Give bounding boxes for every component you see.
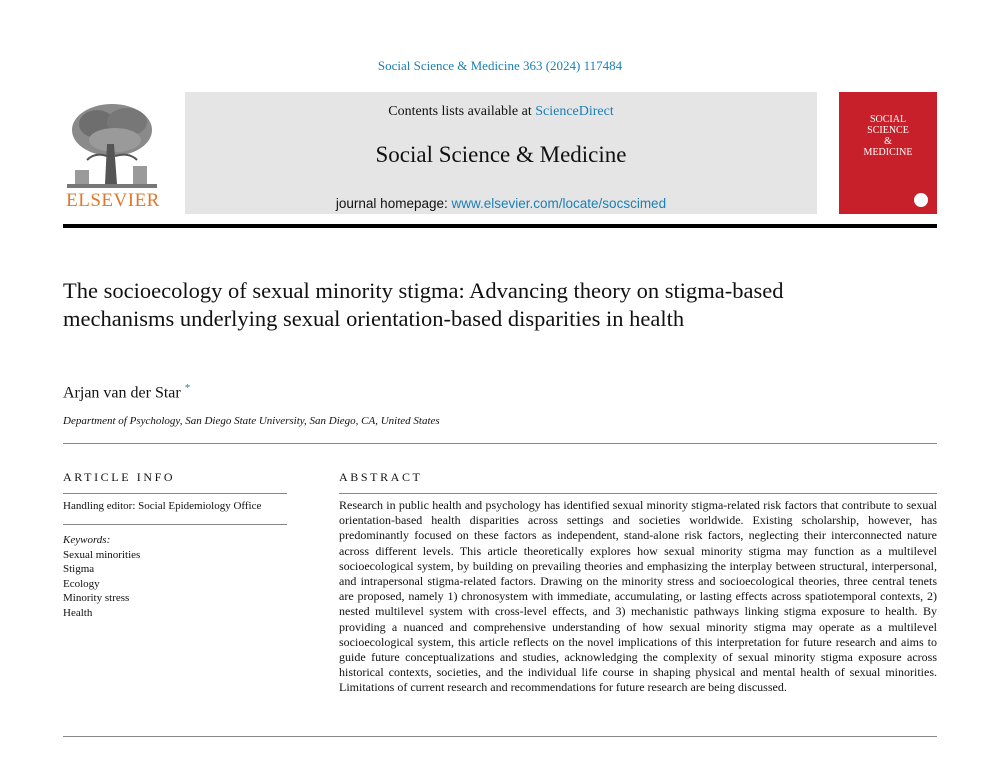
homepage-line	[185, 196, 817, 211]
homepage-prefix: journal homepage:	[335, 196, 452, 211]
keywords-block	[63, 533, 287, 620]
contents-line	[185, 104, 817, 120]
journal-cover[interactable]	[839, 92, 937, 214]
elsevier-tree-icon	[67, 100, 157, 188]
keyword-item: Minority stress	[63, 592, 130, 604]
article-title: The socioecology of sexual minority stigma: Advancing theory on stigma-based mechanisms underlying sexual orientation-based disparities in health	[63, 278, 784, 331]
corresponding-author-mark[interactable]: *	[184, 382, 191, 394]
abstract-text: Research in public health and psychology has identified sexual minority stigma-related risk factors that contribute to sexual orientation-based health disparities across settings and societies worldwide. Existing scholarship, however, has predominantly focused on these factors as independent, stand-alone risk factors, neglecting their interconnected nature across different levels. This article theoretically explores how sexual minority stigma may function as a multilevel socioecological system, by building on prevailing theories and emphasizing the interplay between structural, interpersonal, and intrapersonal stigma-related factors. Drawing on the minority stress and socioecological theories, three central tenets are proposed, namely 1) chronosystem with immediate, accumulating, or lasting effects across spatiotemporal contexts, 2) nested multilevel system with cross-level effects, and 3) mechanistic pathways linking stigma exposure to health. By providing a nuanced and comprehensive understanding of how sexual minority stigma may operate as a multilevel socioecological system, this article reflects on the novel implications of this interpretation for future research and aims to guide future conceptualizations and studies, acknowledging the complexity of sexual minority stigma exposure across historical contexts, societies, and the individual life course in shaping physical and mental health of sexual minorities. Limitations of current research and recommendations for future research are being discussed.	[339, 498, 937, 695]
keywords-divider	[63, 524, 287, 525]
affiliation-divider	[63, 443, 937, 444]
elsevier-logo[interactable]	[63, 92, 161, 214]
keywords-label: Keywords:	[63, 534, 111, 546]
abstract-bottom-divider	[63, 736, 937, 737]
homepage-link[interactable]: www.elsevier.com/locate/socscimed	[451, 196, 667, 211]
article-info-heading: ARTICLE INFO	[63, 470, 176, 484]
publisher-name: ELSEVIER	[66, 190, 160, 211]
keyword-item: Stigma	[63, 563, 95, 575]
journal-masthead	[185, 92, 817, 214]
journal-title: Social Science & Medicine	[375, 142, 627, 167]
keyword-item: Health	[63, 606, 93, 619]
sciencedirect-link[interactable]: ScienceDirect	[535, 104, 614, 119]
article-info-divider	[63, 493, 287, 494]
journal-banner	[63, 92, 937, 214]
author-name[interactable]: Arjan van der Star	[63, 384, 181, 402]
abstract-heading: ABSTRACT	[339, 470, 423, 484]
abstract-divider	[339, 493, 937, 494]
journal-citation[interactable]: Social Science & Medicine 363 (2024) 117484	[377, 58, 623, 73]
author-affiliation: Department of Psychology, San Diego State University, San Diego, CA, United States	[63, 415, 440, 427]
keyword-item: Ecology	[63, 577, 100, 590]
header-divider	[63, 224, 937, 228]
contents-prefix: Contents lists available at	[388, 104, 536, 119]
handling-editor: Handling editor: Social Epidemiology Office	[63, 500, 262, 512]
keyword-item: Sexual minorities	[63, 548, 141, 561]
cover-seal-icon	[913, 192, 929, 208]
author-line	[63, 382, 190, 402]
cover-title: SOCIAL SCIENCE & MEDICINE	[863, 114, 913, 158]
